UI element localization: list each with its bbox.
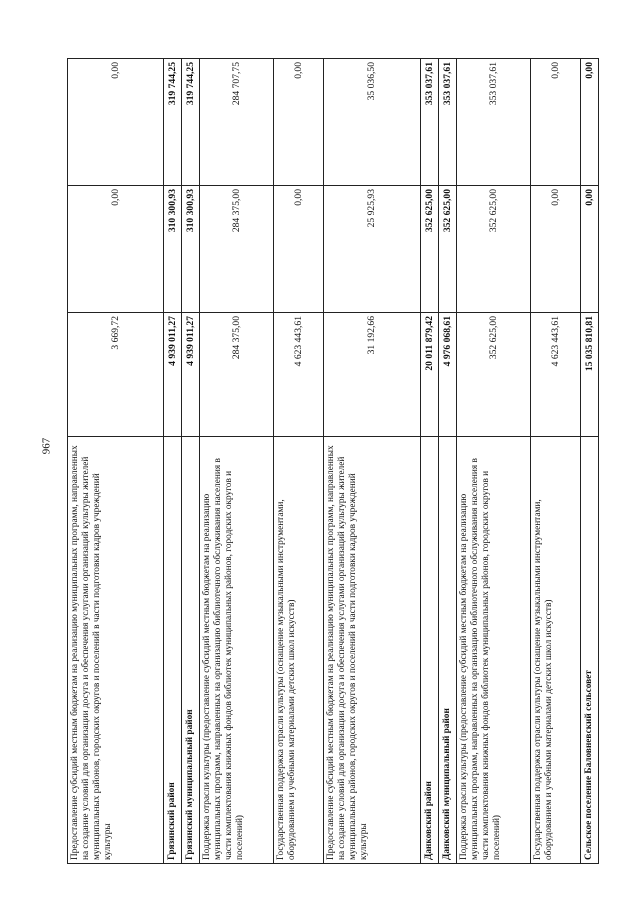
value-cell-1: 4 623 443,61 — [531, 313, 581, 437]
table-row — [531, 59, 581, 864]
value-cell-1: 20 011 879,42 — [421, 313, 439, 437]
row-name-cell: Поддержка отрасли культуры (предоставление субсидий местным бюджетам на реализацию муниципальных программ, направленных на организацию библиотечного обслуживания населения в части комплектования книжных фондов библиотек муниципальных районов, городских округов и поселений) — [200, 437, 274, 864]
value-cell-2: 0,00 — [274, 186, 324, 313]
value-cell-3: 319 744,25 — [182, 59, 200, 186]
value-cell-1: 15 035 810,81 — [581, 313, 599, 437]
page-number: 967 — [40, 437, 53, 455]
value-cell-3: 353 037,61 — [421, 59, 439, 186]
value-cell-2: 352 625,00 — [439, 186, 457, 313]
table-row — [581, 59, 599, 864]
row-name-cell: Данковский район — [421, 437, 439, 864]
value-cell-3: 353 037,61 — [439, 59, 457, 186]
table-row — [457, 59, 531, 864]
rotated-table-wrapper — [67, 59, 595, 864]
value-cell-3: 35 036,50 — [324, 59, 421, 186]
value-cell-3: 0,00 — [68, 59, 164, 186]
value-cell-2: 25 925,93 — [324, 186, 421, 313]
row-name-cell: Грязинский муниципальный район — [182, 437, 200, 864]
table-row — [164, 59, 182, 864]
value-cell-3: 284 707,75 — [200, 59, 274, 186]
value-cell-2: 284 375,00 — [200, 186, 274, 313]
value-cell-1: 4 976 068,61 — [439, 313, 457, 437]
value-cell-3: 0,00 — [531, 59, 581, 186]
table-row — [182, 59, 200, 864]
budget-table-body — [68, 59, 599, 864]
value-cell-2: 0,00 — [68, 186, 164, 313]
value-cell-2: 0,00 — [581, 186, 599, 313]
value-cell-2: 310 300,93 — [182, 186, 200, 313]
row-name-cell: Грязинский район — [164, 437, 182, 864]
value-cell-1: 4 939 011,27 — [182, 313, 200, 437]
value-cell-1: 4 623 443,61 — [274, 313, 324, 437]
row-name-cell: Предоставление субсидий местным бюджетам на реализацию муниципальных программ, направленных на создание условий для организации досуга и обеспечения услугами организаций культуры жителей муниципальных районов, городских округов и поселений в части подготовки кадров учреждений культуры — [68, 437, 164, 864]
value-cell-1: 352 625,00 — [457, 313, 531, 437]
budget-table — [67, 58, 599, 864]
row-name-cell: Поддержка отрасли культуры (предоставление субсидий местным бюджетам на реализацию муниципальных программ, направленных на организацию библиотечного обслуживания населения в части комплектования книжных фондов библиотек муниципальных районов, городских округов и поселений) — [457, 437, 531, 864]
value-cell-3: 353 037,61 — [457, 59, 531, 186]
value-cell-2: 352 625,00 — [421, 186, 439, 313]
value-cell-3: 319 744,25 — [164, 59, 182, 186]
value-cell-2: 0,00 — [531, 186, 581, 313]
table-row — [200, 59, 274, 864]
value-cell-2: 352 625,00 — [457, 186, 531, 313]
value-cell-1: 284 375,00 — [200, 313, 274, 437]
row-name-cell: Государственная поддержка отрасли культуры (оснащение музыкальными инструментами, оборудованием и учебными материалами детских школ искусств) — [531, 437, 581, 864]
row-name-cell: Предоставление субсидий местным бюджетам на реализацию муниципальных программ, направленных на создание условий для организации досуга и обеспечения услугами организаций культуры жителей муниципальных районов, городских округов и поселений в части подготовки кадров учреждений культуры — [324, 437, 421, 864]
value-cell-3: 0,00 — [581, 59, 599, 186]
value-cell-1: 3 669,72 — [68, 313, 164, 437]
value-cell-3: 0,00 — [274, 59, 324, 186]
row-name-cell: Государственная поддержка отрасли культуры (оснащение музыкальными инструментами, оборудованием и учебными материалами детских школ искусств) — [274, 437, 324, 864]
table-row — [439, 59, 457, 864]
table-row — [68, 59, 164, 864]
table-row — [421, 59, 439, 864]
table-row — [274, 59, 324, 864]
row-name-cell: Данковский муниципальный район — [439, 437, 457, 864]
value-cell-1: 4 939 011,27 — [164, 313, 182, 437]
row-name-cell: Сельское поселение Баловневский сельсовет — [581, 437, 599, 864]
table-row — [324, 59, 421, 864]
value-cell-1: 31 192,66 — [324, 313, 421, 437]
value-cell-2: 310 300,93 — [164, 186, 182, 313]
